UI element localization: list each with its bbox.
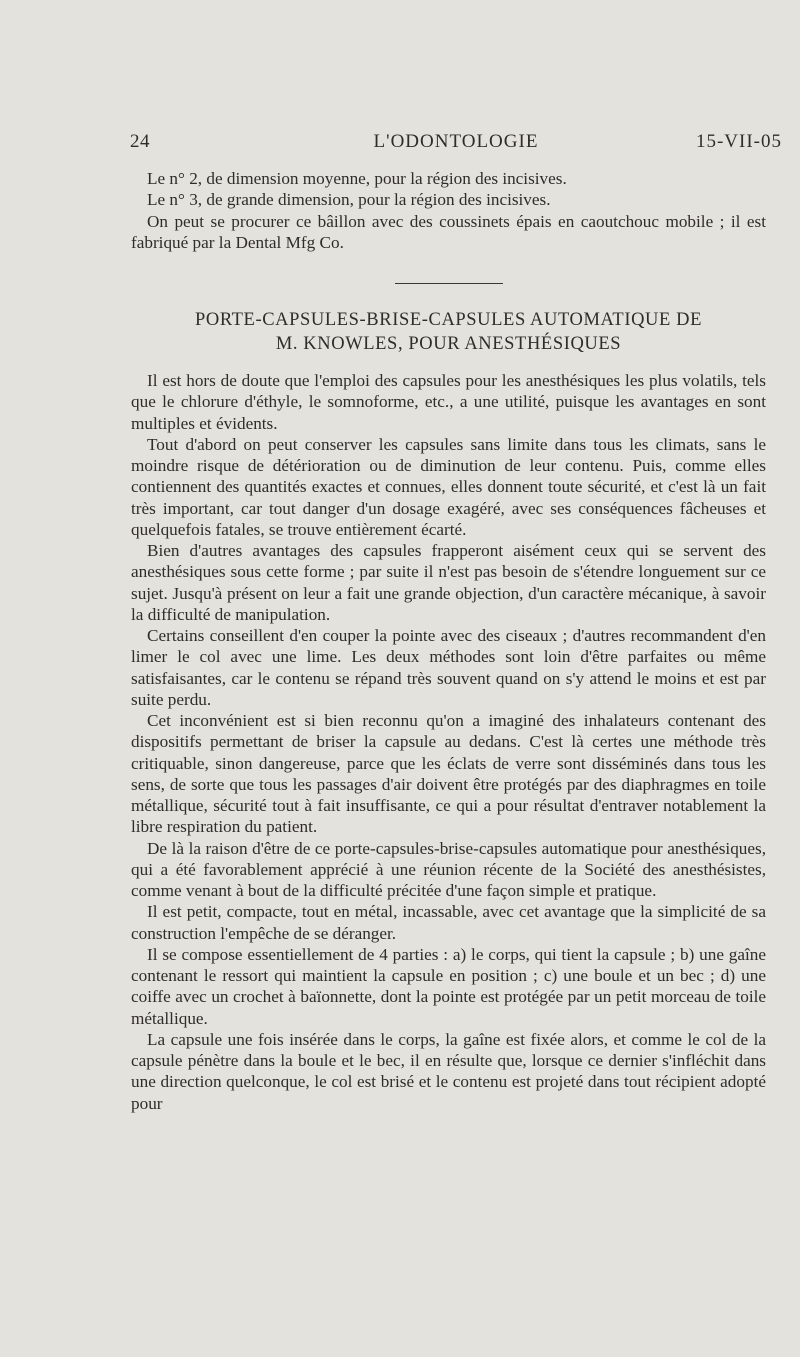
article-title-line: PORTE-CAPSULES-BRISE-CAPSULES AUTOMATIQUE DE	[194, 310, 703, 330]
section-divider	[395, 283, 503, 284]
article-title-line: M. KNOWLES, POUR ANESTHÉSIQUES	[275, 334, 622, 354]
issue-date: 15-VII-05	[695, 131, 782, 152]
journal-title: L'ODONTOLOGIE	[373, 131, 539, 152]
paragraph: De là la raison d'être de ce porte-capsules-brise-capsules automatique pour anesthésiques, qui a été favorablement apprécié à une réunion récente de la Société des anesthésistes, comme venant à bout de la difficulté précitée d'une façon simple et pratique.	[131, 838, 766, 900]
paragraph: Bien d'autres avantages des capsules frapperont aisément ceux qui se servent des anesthésiques sous cette forme ; par suite il n'est pas besoin de s'étendre longuement sur ce sujet. Jusqu'à présent on leur a fait une grande objection, d'un caractère mécanique, à savoir la difficulté de manipulation.	[131, 541, 766, 624]
paragraph: Il se compose essentiellement de 4 parties : a) le corps, qui tient la capsule ; b) une gaîne contenant le ressort qui maintient la capsule en position ; c) une boule et un bec ; d) une coiffe avec un crochet à baïonnette, dont la pointe est protégée par un petit morceau de toile métallique.	[131, 944, 766, 1028]
paragraph: Il est petit, compacte, tout en métal, incassable, avec cet avantage que la simplicité de sa construction l'empêche de se déranger.	[131, 902, 766, 943]
article-title	[131, 308, 766, 356]
paragraph: Certains conseillent d'en couper la pointe avec des ciseaux ; d'autres recommandent d'en limer le col avec une lime. Les deux méthodes sont loin d'être parfaites ou même satisfaisantes, car le contenu se répand très souvent quand on s'y attend le moins et est par suite perdu.	[131, 626, 766, 709]
paragraph: Cet inconvénient est si bien reconnu qu'on a imaginé des inhalateurs contenant des dispositifs permettant de briser la capsule au dedans. C'est là certes une méthode très critiquable, sinon dangereuse, parce que les éclats de verre sont disséminés dans tous les sens, de sorte que tous les passages d'air doivent être protégés par des diaphragmes en toile métallique, sécurité tout à fait insuffisante, ce qui a pour résultat d'entraver notablement la libre respiration du patient.	[131, 711, 766, 837]
intro-line: Le n° 2, de dimension moyenne, pour la région des incisives.	[147, 169, 567, 188]
page-body	[131, 168, 766, 1114]
intro-line: Le n° 3, de grande dimension, pour la région des incisives.	[147, 190, 551, 210]
paragraph: Il est hors de doute que l'emploi des capsules pour les anesthésiques les plus volatils, tels que le chlorure d'éthyle, le somnoforme, etc., a une utilité, puisque les avantages en sont multiples et évidents.	[131, 371, 766, 433]
page-number: 24	[130, 131, 150, 152]
paragraph: La capsule une fois insérée dans le corps, la gaîne est fixée alors, et comme le col de la capsule pénètre dans la boule et le bec, il en résulte que, lorsque ce dernier s'infléchit dans une direction quelconque, le col est brisé et le contenu est projeté dans tout récipient adopté pour	[131, 1029, 766, 1113]
intro-paragraph: On peut se procurer ce bâillon avec des coussinets épais en caoutchouc mobile ; il est fabriqué par la Dental Mfg Co.	[131, 211, 766, 252]
paragraph: Tout d'abord on peut conserver les capsules sans limite dans tous les climats, sans le moindre risque de détérioration ou de diminution de leur contenu. Puis, comme elles contiennent des quantités exactes et connues, elles donnent toute sécurité, et c'est là un fait très important, car tout danger d'un dosage exagéré, avec ses conséquences fâcheuses et quelquefois fatales, se trouve entièrement écarté.	[131, 434, 766, 539]
